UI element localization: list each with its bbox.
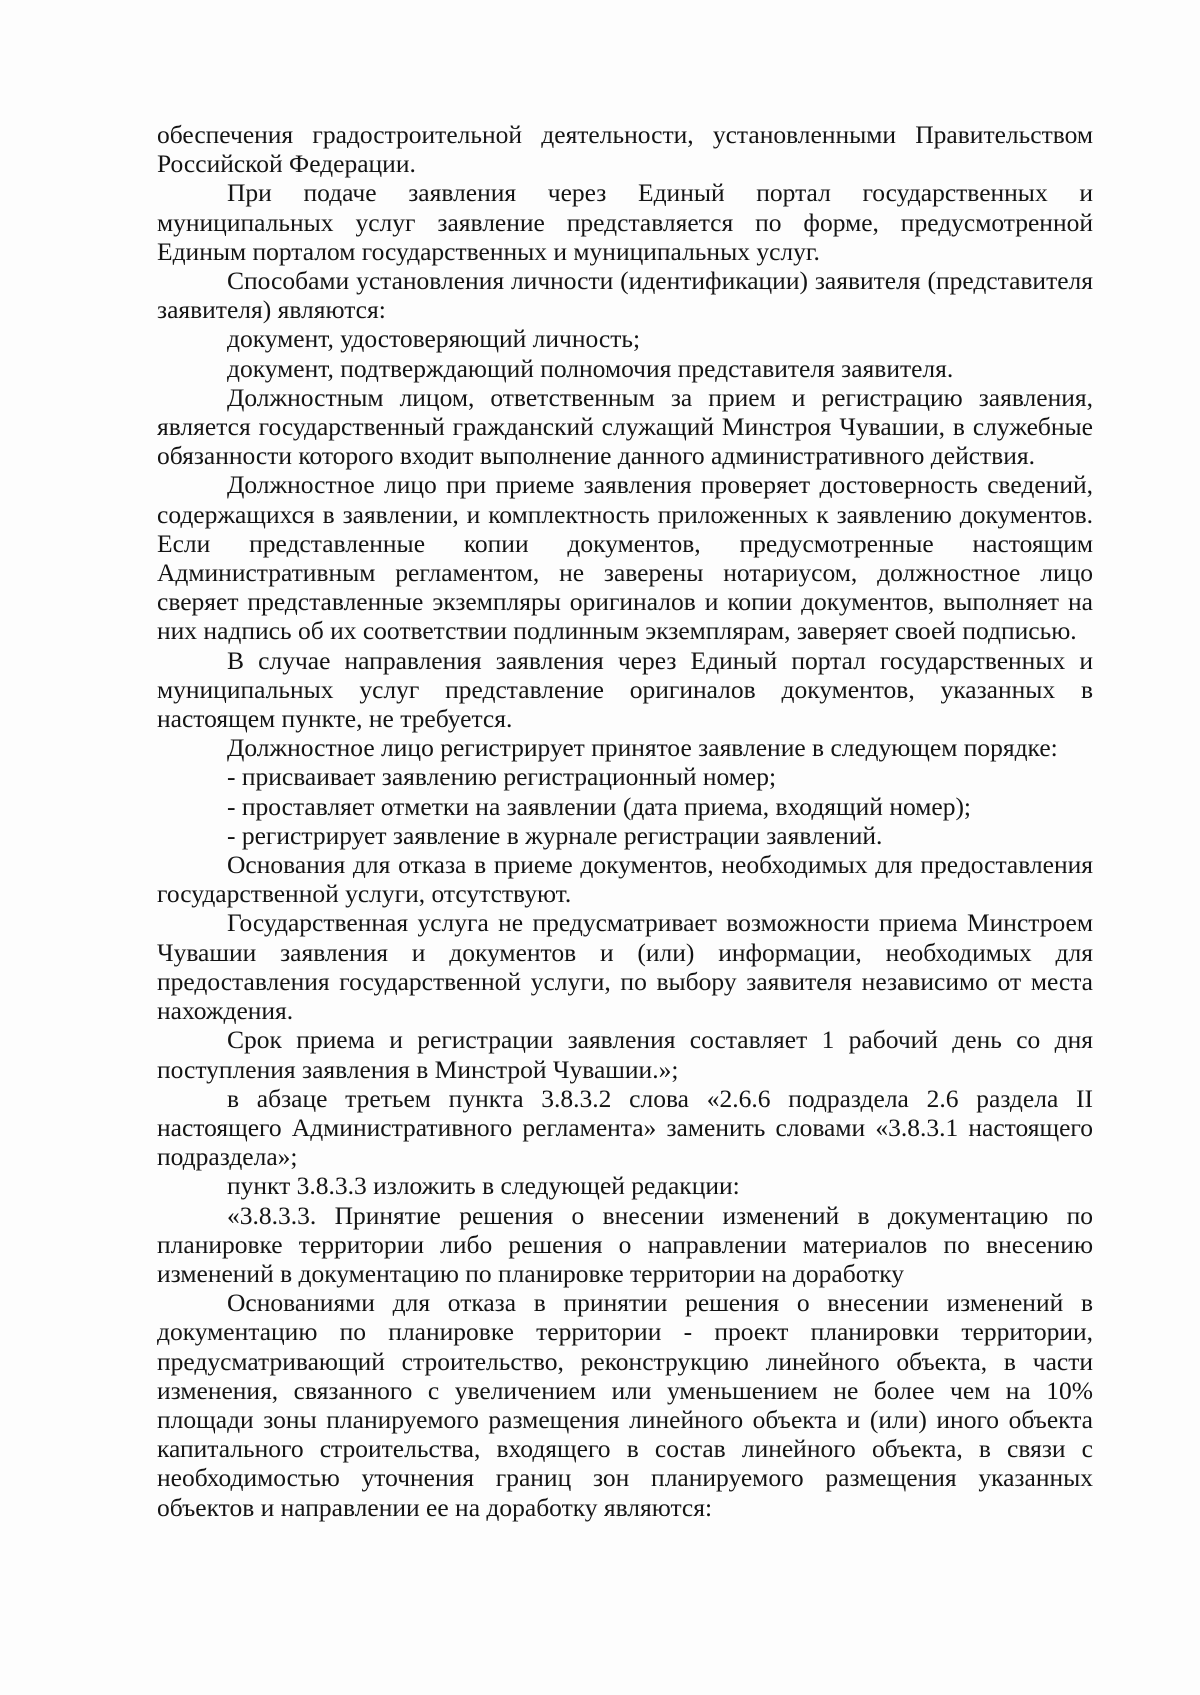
list-item: - проставляет отметки на заявлении (дата приема, входящий номер);: [227, 791, 972, 821]
paragraph: в абзаце третьем пункта 3.8.3.2 слова «2.6.6 подраздела 2.6 раздела II настоящего Административного регламента» заменить словами «3.8.3.1 настоящего подраздела»;: [157, 1083, 1093, 1172]
paragraph: При подаче заявления через Единый портал государственных и муниципальных услуг заявление представляется по форме, предусмотренной Единым порталом государственных и муниципальных услуг.: [157, 178, 1093, 266]
list-item: документ, удостоверяющий личность;: [227, 324, 641, 354]
paragraph: Должностное лицо регистрирует принятое заявление в следующем порядке:: [227, 733, 1058, 763]
paragraph: Способами установления личности (идентификации) заявителя (представителя заявителя) являются:: [157, 266, 1093, 325]
list-item: пункт 3.8.3.3 изложить в следующей редакции:: [227, 1171, 740, 1201]
paragraph: Основания для отказа в приеме документов, необходимых для предоставления государственной услуги, отсутствуют.: [157, 850, 1093, 909]
paragraph: Государственная услуга не предусматривает возможности приема Минстроем Чувашии заявления и документов и (или) информации, необходимых для предоставления государственной услуги, по выбору заявителя независимо от места нахождения.: [157, 908, 1093, 1026]
list-item: - регистрирует заявление в журнале регистрации заявлений.: [227, 820, 883, 850]
paragraph: «3.8.3.3. Принятие решения о внесении изменений в документацию по планировке территории либо решения о направлении материалов по внесению изменений в документацию по планировке территории на доработку: [157, 1200, 1093, 1288]
paragraph: В случае направления заявления через Единый портал государственных и муниципальных услуг представление оригиналов документов, указанных в настоящем пункте, не требуется.: [157, 645, 1093, 734]
list-item: - присваивает заявлению регистрационный номер;: [227, 762, 777, 792]
list-item: документ, подтверждающий полномочия представителя заявителя.: [227, 353, 954, 383]
paragraph: Должностное лицо при приеме заявления проверяет достоверность сведений, содержащихся в заявлении, и комплектность приложенных к заявлению документов. Если представленные копии документов, предусмотренные настоящим Административным регламентом, не заверены нотариусом, должностное лицо сверяет представленные экземпляры оригиналов и копии документов, выполняет на них надпись об их соответствии подлинным экземплярам, заверяет своей подписью.: [157, 470, 1093, 646]
document-body: [157, 120, 1093, 1522]
paragraph: Основаниями для отказа в принятии решения о внесении изменений в документацию по планировке территории - проект планировки территории, предусматривающий строительство, реконструкцию линейного объекта, в части изменения, связанного с увеличением или уменьшением не более чем на 10% площади зоны планируемого размещения линейного объекта и (или) иного объекта капитального строительства, входящего в состав линейного объекта, в связи с необходимостью уточнения границ зон планируемого размещения указанных объектов и направлении ее на доработку являются:: [157, 1288, 1093, 1522]
paragraph: обеспечения градостроительной деятельности, установленными Правительством Российской Федерации.: [157, 120, 1093, 179]
paragraph: Срок приема и регистрации заявления составляет 1 рабочий день со дня поступления заявления в Минстрой Чувашии.»;: [157, 1025, 1093, 1084]
paragraph: Должностным лицом, ответственным за прием и регистрацию заявления, является государственный гражданский служащий Минстроя Чувашии, в служебные обязанности которого входит выполнение данного административного действия.: [157, 382, 1093, 471]
